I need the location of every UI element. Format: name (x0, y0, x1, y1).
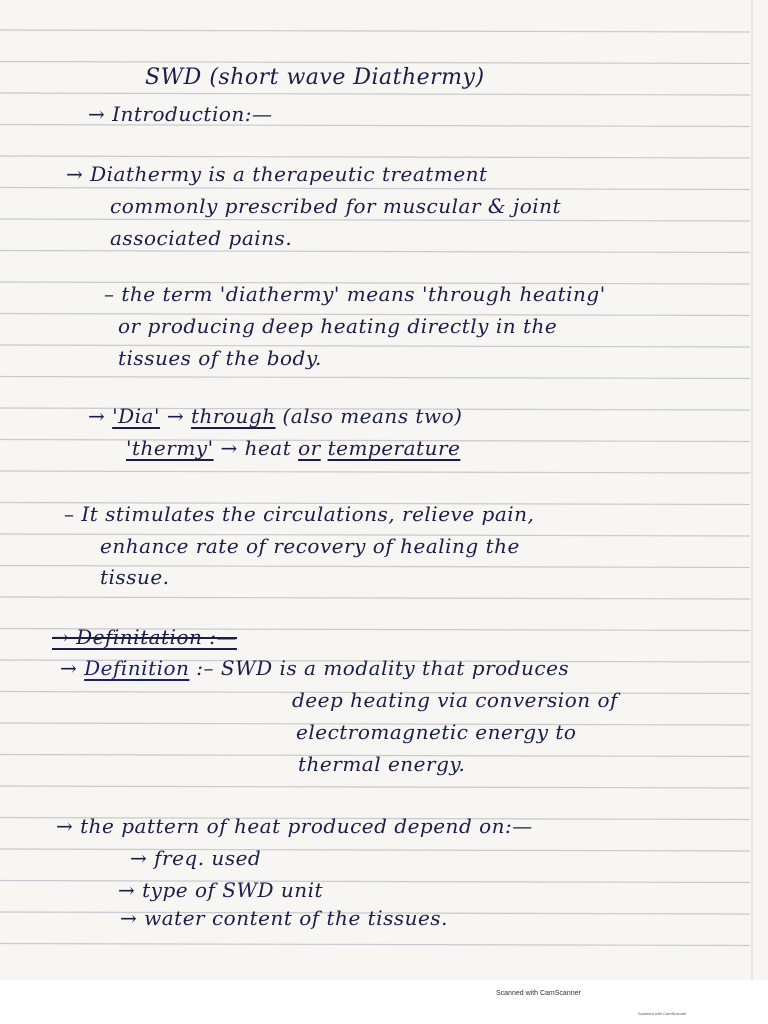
definition-line4: thermal energy. (298, 752, 466, 776)
dia-term: 'Dia' (112, 404, 160, 428)
ruled-line (0, 156, 750, 158)
pattern-heading: → the pattern of heat produced depend on:— (56, 814, 533, 838)
through-note: (also means two) (282, 404, 463, 428)
ruled-line (0, 251, 750, 253)
para2-line3: tissues of the body. (118, 346, 322, 370)
para4-line3: tissue. (100, 565, 170, 589)
definition-line3: electromagnetic energy to (296, 720, 577, 744)
definition-text: :– SWD is a modality that produces (196, 656, 570, 680)
para4-line1: – It stimulates the circulations, relieve pain, (64, 502, 535, 526)
para1-line1: → Diathermy is a therapeutic treatment (66, 162, 488, 186)
ruled-line (0, 881, 750, 883)
ruled-line (0, 30, 750, 32)
pattern-item: → water content of the tissues. (120, 906, 448, 930)
page-title: SWD (short wave Diathermy) (145, 65, 485, 90)
para2-line1: – the term 'diathermy' means 'through heating' (104, 282, 606, 306)
arrow-glyph: → (166, 404, 185, 428)
ruled-line (0, 849, 750, 851)
thermy-line (126, 436, 460, 460)
temperature-word: temperature (327, 436, 461, 460)
ruled-line (0, 93, 750, 95)
ruled-line (0, 345, 750, 347)
pattern-item: → type of SWD unit (118, 878, 324, 902)
or-word: or (298, 436, 321, 460)
heat-word: heat (244, 436, 292, 460)
para1-line2: commonly prescribed for muscular & joint (110, 194, 562, 218)
ruled-line (0, 377, 750, 379)
definition-line1 (60, 656, 569, 680)
arrow-glyph: → (60, 656, 78, 680)
para1-line3: associated pains. (110, 226, 293, 250)
intro-heading: → Introduction:— (88, 102, 273, 126)
thermy-term: 'thermy' (126, 436, 214, 460)
para2-line2: or producing deep heating directly in the (118, 314, 558, 338)
ruled-line (0, 471, 750, 473)
ruled-line (0, 597, 750, 599)
arrow-glyph: → (220, 436, 238, 460)
definitation-heading: → Definitation :— (52, 625, 237, 649)
arrow-glyph: → (88, 404, 106, 428)
ruled-line (0, 786, 750, 788)
scanner-watermark-small: Scanned with CamScanner (638, 1011, 687, 1016)
ruled-line (0, 62, 750, 64)
ruled-line (0, 188, 750, 190)
definition-line2: deep heating via conversion of (292, 688, 618, 712)
ruled-line (0, 944, 750, 946)
para4-line2: enhance rate of recovery of healing the (100, 534, 520, 558)
definition-label: Definition (84, 656, 190, 680)
pattern-item: → freq. used (130, 846, 262, 870)
scanner-watermark: Scanned with CamScanner (496, 990, 581, 997)
dia-line (88, 404, 462, 428)
through-word: through (190, 404, 276, 428)
ruled-line (0, 219, 750, 221)
scan-footer (0, 980, 768, 1024)
